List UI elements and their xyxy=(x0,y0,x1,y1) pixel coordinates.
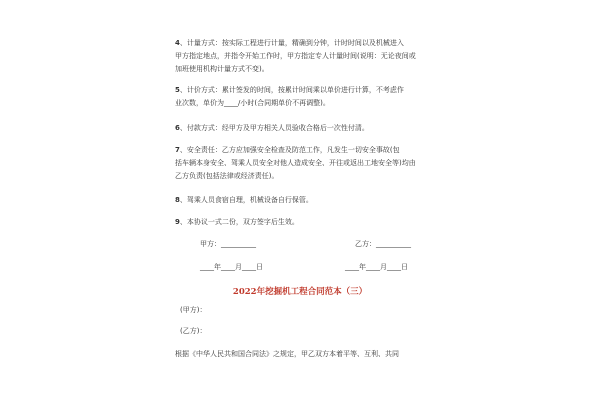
clause-5-number: 5 xyxy=(175,86,180,94)
intro-paragraph: 根据《中华人民共和国合同法》之规定，甲乙双方本着平等、互利、共同 xyxy=(175,350,399,358)
signature-date-a: ____年____月____日 xyxy=(200,263,263,271)
clause-4-line-3: 加班使用机构计量方式不变)。 xyxy=(175,65,269,73)
clause-7-line-2: 括车辆本身安全、驾乘人员安全对他人造成安全、开往或返出工地安全等)均由 xyxy=(175,159,416,167)
signature-date-b: ____年____月____日 xyxy=(345,263,408,271)
clause-5-line-2: 业次数，单价为____/小时(合同期单价不再调整)。 xyxy=(175,99,330,107)
signature-party-b: 乙方：__________ xyxy=(355,240,411,248)
signature-party-a: 甲方：__________ xyxy=(200,240,256,248)
clause-7-number: 7 xyxy=(175,146,180,154)
clause-9-number: 9 xyxy=(175,218,180,226)
clause-9-line-1: 9、本协议一式二份，双方签字后生效。 xyxy=(175,218,299,226)
clause-4-line-1: 4、计量方式：按实际工程进行计量，精确到分钟，计时时间以及机械进入 xyxy=(175,39,404,47)
clause-5-line-1: 5、计价方式：累计签发的时间，按累计时间乘以单价进行计算，不考虑作 xyxy=(175,86,404,94)
section-title: 2022年挖掘机工程合同范本（三） xyxy=(232,287,368,297)
party-a-label: (甲方)： xyxy=(180,306,207,314)
clause-6-number: 6 xyxy=(175,124,180,132)
clause-8-line-1: 8、驾乘人员食宿自理，机械设备自行保管。 xyxy=(175,196,313,204)
party-b-label: (乙方)： xyxy=(180,327,207,335)
clause-7-line-3: 乙方负责(包括法律或经济责任)。 xyxy=(175,172,279,180)
clause-4-number: 4 xyxy=(175,39,180,47)
clause-6-line-1: 6、付款方式：经甲方及甲方相关人员验收合格后一次性付清。 xyxy=(175,124,369,132)
clause-4-line-2: 甲方指定地点，并指令开始工作时，甲方指定专人计量时间(说明：无论夜间或 xyxy=(175,52,416,60)
clause-8-number: 8 xyxy=(175,196,180,204)
clause-7-line-1: 7、安全责任：乙方应加强安全检查及防范工作，凡发生一切安全事故(包 xyxy=(175,146,400,154)
